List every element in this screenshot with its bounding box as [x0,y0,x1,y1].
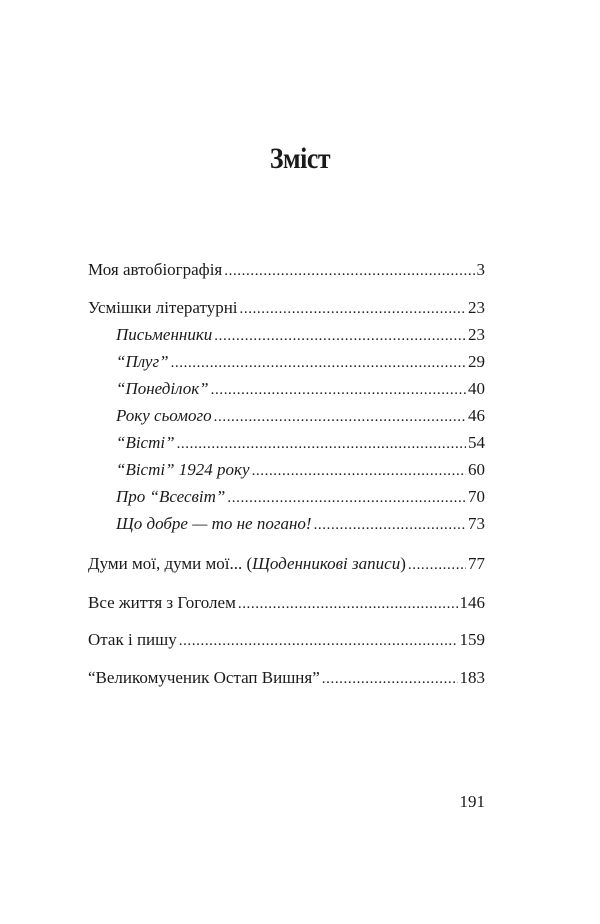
dot-leader [179,629,458,653]
toc-entry-label: “Великомученик Остап Вишня” [88,668,320,687]
toc-entry-label-prefix: Думи мої, думи мої... ( [88,554,253,573]
toc-entry-label: Все життя з Гоголем [88,593,236,612]
dot-leader [408,553,466,577]
toc-entry-page: 23 [468,325,485,344]
dot-leader [314,513,466,537]
dot-leader [240,297,466,321]
toc-entry-label-italic: Щоденникові записи [252,554,401,573]
toc-entry-label: Отак і пишу [88,630,177,649]
dot-leader [238,592,458,616]
toc-entry-page: 73 [468,514,485,533]
toc-entry-page: 77 [468,554,485,573]
toc-subentry [116,323,485,347]
toc-entry-label: Моя автобіографія [88,260,223,279]
toc-entry-label: Року сьомого [116,406,212,425]
dot-leader [214,324,466,348]
toc-entry [88,296,485,320]
toc-entry-page: 3 [476,260,485,279]
toc-entry [88,552,485,576]
toc-entry [88,591,485,615]
toc-entry-page: 46 [468,406,485,425]
toc-subentry [116,404,485,428]
dot-leader [224,259,474,283]
toc-entry [88,258,485,282]
dot-leader [177,432,466,456]
toc-entry-page: 29 [468,352,485,371]
toc-entry-label: “Вісті” 1924 року [116,460,250,479]
toc-subentry [116,350,485,374]
dot-leader [322,667,458,691]
toc-entry-label: Що добре — то не погано! [116,514,312,533]
dot-leader [214,405,466,429]
toc-entry-label-suffix: ) [400,554,406,573]
toc-entry-page: 183 [459,668,485,687]
toc-subentry [116,512,485,536]
toc-entry-label: “Плуг” [116,352,169,371]
toc-entry-page: 146 [459,593,485,612]
toc-subentry [116,431,485,455]
dot-leader [211,378,466,402]
toc-entry-page: 159 [459,630,485,649]
toc-subentry [116,377,485,401]
dot-leader [171,351,466,375]
toc-entry-label: “Вісті” [116,433,175,452]
page-number: 191 [459,792,485,811]
toc-subentry [116,458,485,482]
toc-entry-label [88,552,406,576]
dot-leader [227,486,466,510]
toc-entry-label: “Понеділок” [116,379,209,398]
toc-entry-label: Письменники [116,325,213,344]
toc-entry-page: 23 [468,298,485,317]
toc-subentry [116,485,485,509]
toc-entry-page: 70 [468,487,485,506]
toc-entry [88,666,485,690]
toc-entry-label: Усмішки літературні [88,298,238,317]
toc-entry-label: Про “Всесвіт” [116,487,226,506]
toc-entry [88,628,485,652]
dot-leader [252,459,466,483]
toc-entry-page: 40 [468,379,485,398]
toc-entry-page: 60 [468,460,485,479]
toc-entry-page: 54 [468,433,485,452]
page-title: Зміст [269,142,331,175]
